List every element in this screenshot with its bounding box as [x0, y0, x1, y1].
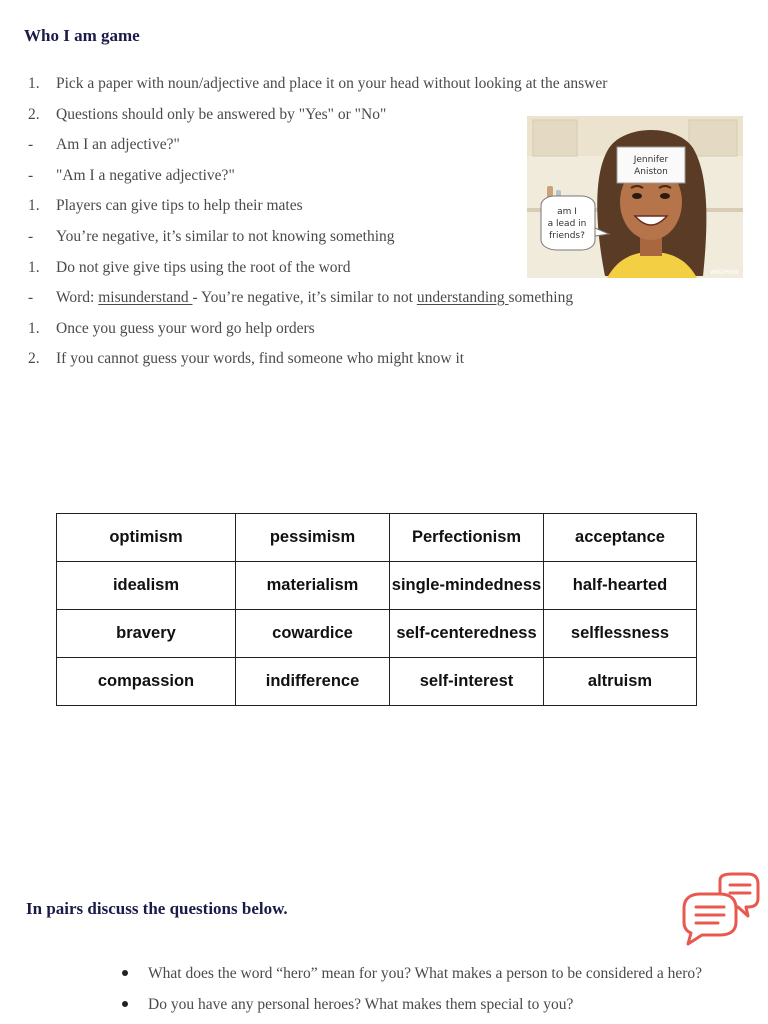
rule-text — [56, 286, 573, 310]
game-title: Who I am game — [24, 26, 140, 45]
table-row — [57, 610, 697, 658]
game-illustration — [527, 116, 743, 278]
rule-text: Am I an adjective?" — [56, 136, 180, 154]
table-cell: pessimism — [236, 514, 390, 562]
chat-bubbles-icon — [680, 872, 760, 946]
rule-text: Questions should only be answered by "Yes" or "No" — [56, 105, 387, 123]
table-cell: self-centeredness — [390, 610, 544, 658]
discussion-questions — [120, 958, 720, 1020]
table-row — [57, 562, 697, 610]
table-cell: optimism — [57, 514, 236, 562]
bullet-icon — [122, 1001, 128, 1007]
text-fragment: Word: — [56, 289, 99, 307]
list-item — [120, 989, 720, 1020]
list-marker: 2. — [28, 350, 40, 368]
bubble-line-3: friends? — [549, 231, 585, 241]
rule-text: Once you guess your word go help orders — [56, 319, 315, 337]
word-table — [56, 513, 697, 706]
rule-text: If you cannot guess your words, find someone who might know it — [56, 350, 465, 368]
list-item — [120, 958, 720, 989]
rule-text: You’re negative, it’s similar to not knowing something — [56, 227, 395, 245]
list-marker: - — [28, 166, 34, 184]
list-marker: 1. — [28, 319, 40, 337]
list-marker: 1. — [28, 258, 40, 276]
bullet-icon — [122, 970, 128, 976]
rule-item — [26, 72, 716, 103]
rule-text: Do not give give tips using the root of the word — [56, 258, 351, 276]
rule-item — [26, 317, 716, 348]
table-cell: Perfectionism — [390, 514, 544, 562]
bubble-line-2: a lead in — [547, 219, 587, 229]
table-cell: compassion — [57, 658, 236, 706]
rule-text: "Am I a negative adjective?" — [56, 166, 235, 184]
table-cell: self-interest — [390, 658, 544, 706]
text-fragment: something — [508, 289, 574, 307]
discussion-title: In pairs discuss the questions below. — [26, 899, 288, 918]
rule-item — [26, 347, 716, 378]
list-marker: 1. — [28, 197, 40, 215]
underlined-word: understanding — [416, 289, 509, 307]
table-cell: cowardice — [236, 610, 390, 658]
list-marker: - — [28, 136, 34, 154]
rule-text: Pick a paper with noun/adjective and place it on your head without looking at the answer — [56, 75, 608, 92]
head-card-line-1: Jennifer — [633, 155, 669, 165]
question-text: Do you have any personal heroes? What makes them special to you? — [148, 996, 574, 1013]
list-marker: - — [28, 289, 34, 307]
list-marker: 2. — [28, 105, 40, 123]
table-cell: idealism — [57, 562, 236, 610]
question-text: What does the word “hero” mean for you? What makes a person to be considered a hero? — [148, 965, 703, 982]
list-marker: 1. — [28, 75, 40, 92]
table-cell: indifference — [236, 658, 390, 706]
table-cell: selflessness — [544, 610, 697, 658]
head-card-line-2: Aniston — [634, 167, 668, 177]
bubble-line-1: am I — [557, 207, 577, 217]
table-row — [57, 658, 697, 706]
list-marker: - — [28, 227, 34, 245]
table-cell: materialism — [236, 562, 390, 610]
rule-item — [26, 286, 716, 317]
table-cell: half-hearted — [544, 562, 697, 610]
text-fragment: - You’re negative, it’s similar to not — [192, 289, 417, 307]
table-cell: altruism — [544, 658, 697, 706]
table-cell: single-mindedness — [390, 562, 544, 610]
rule-text: Players can give tips to help their mates — [56, 197, 303, 215]
illustration-watermark: wikiHow — [710, 268, 739, 276]
underlined-word: misunderstand — [98, 289, 193, 307]
table-cell: bravery — [57, 610, 236, 658]
table-cell: acceptance — [544, 514, 697, 562]
table-row — [57, 514, 697, 562]
